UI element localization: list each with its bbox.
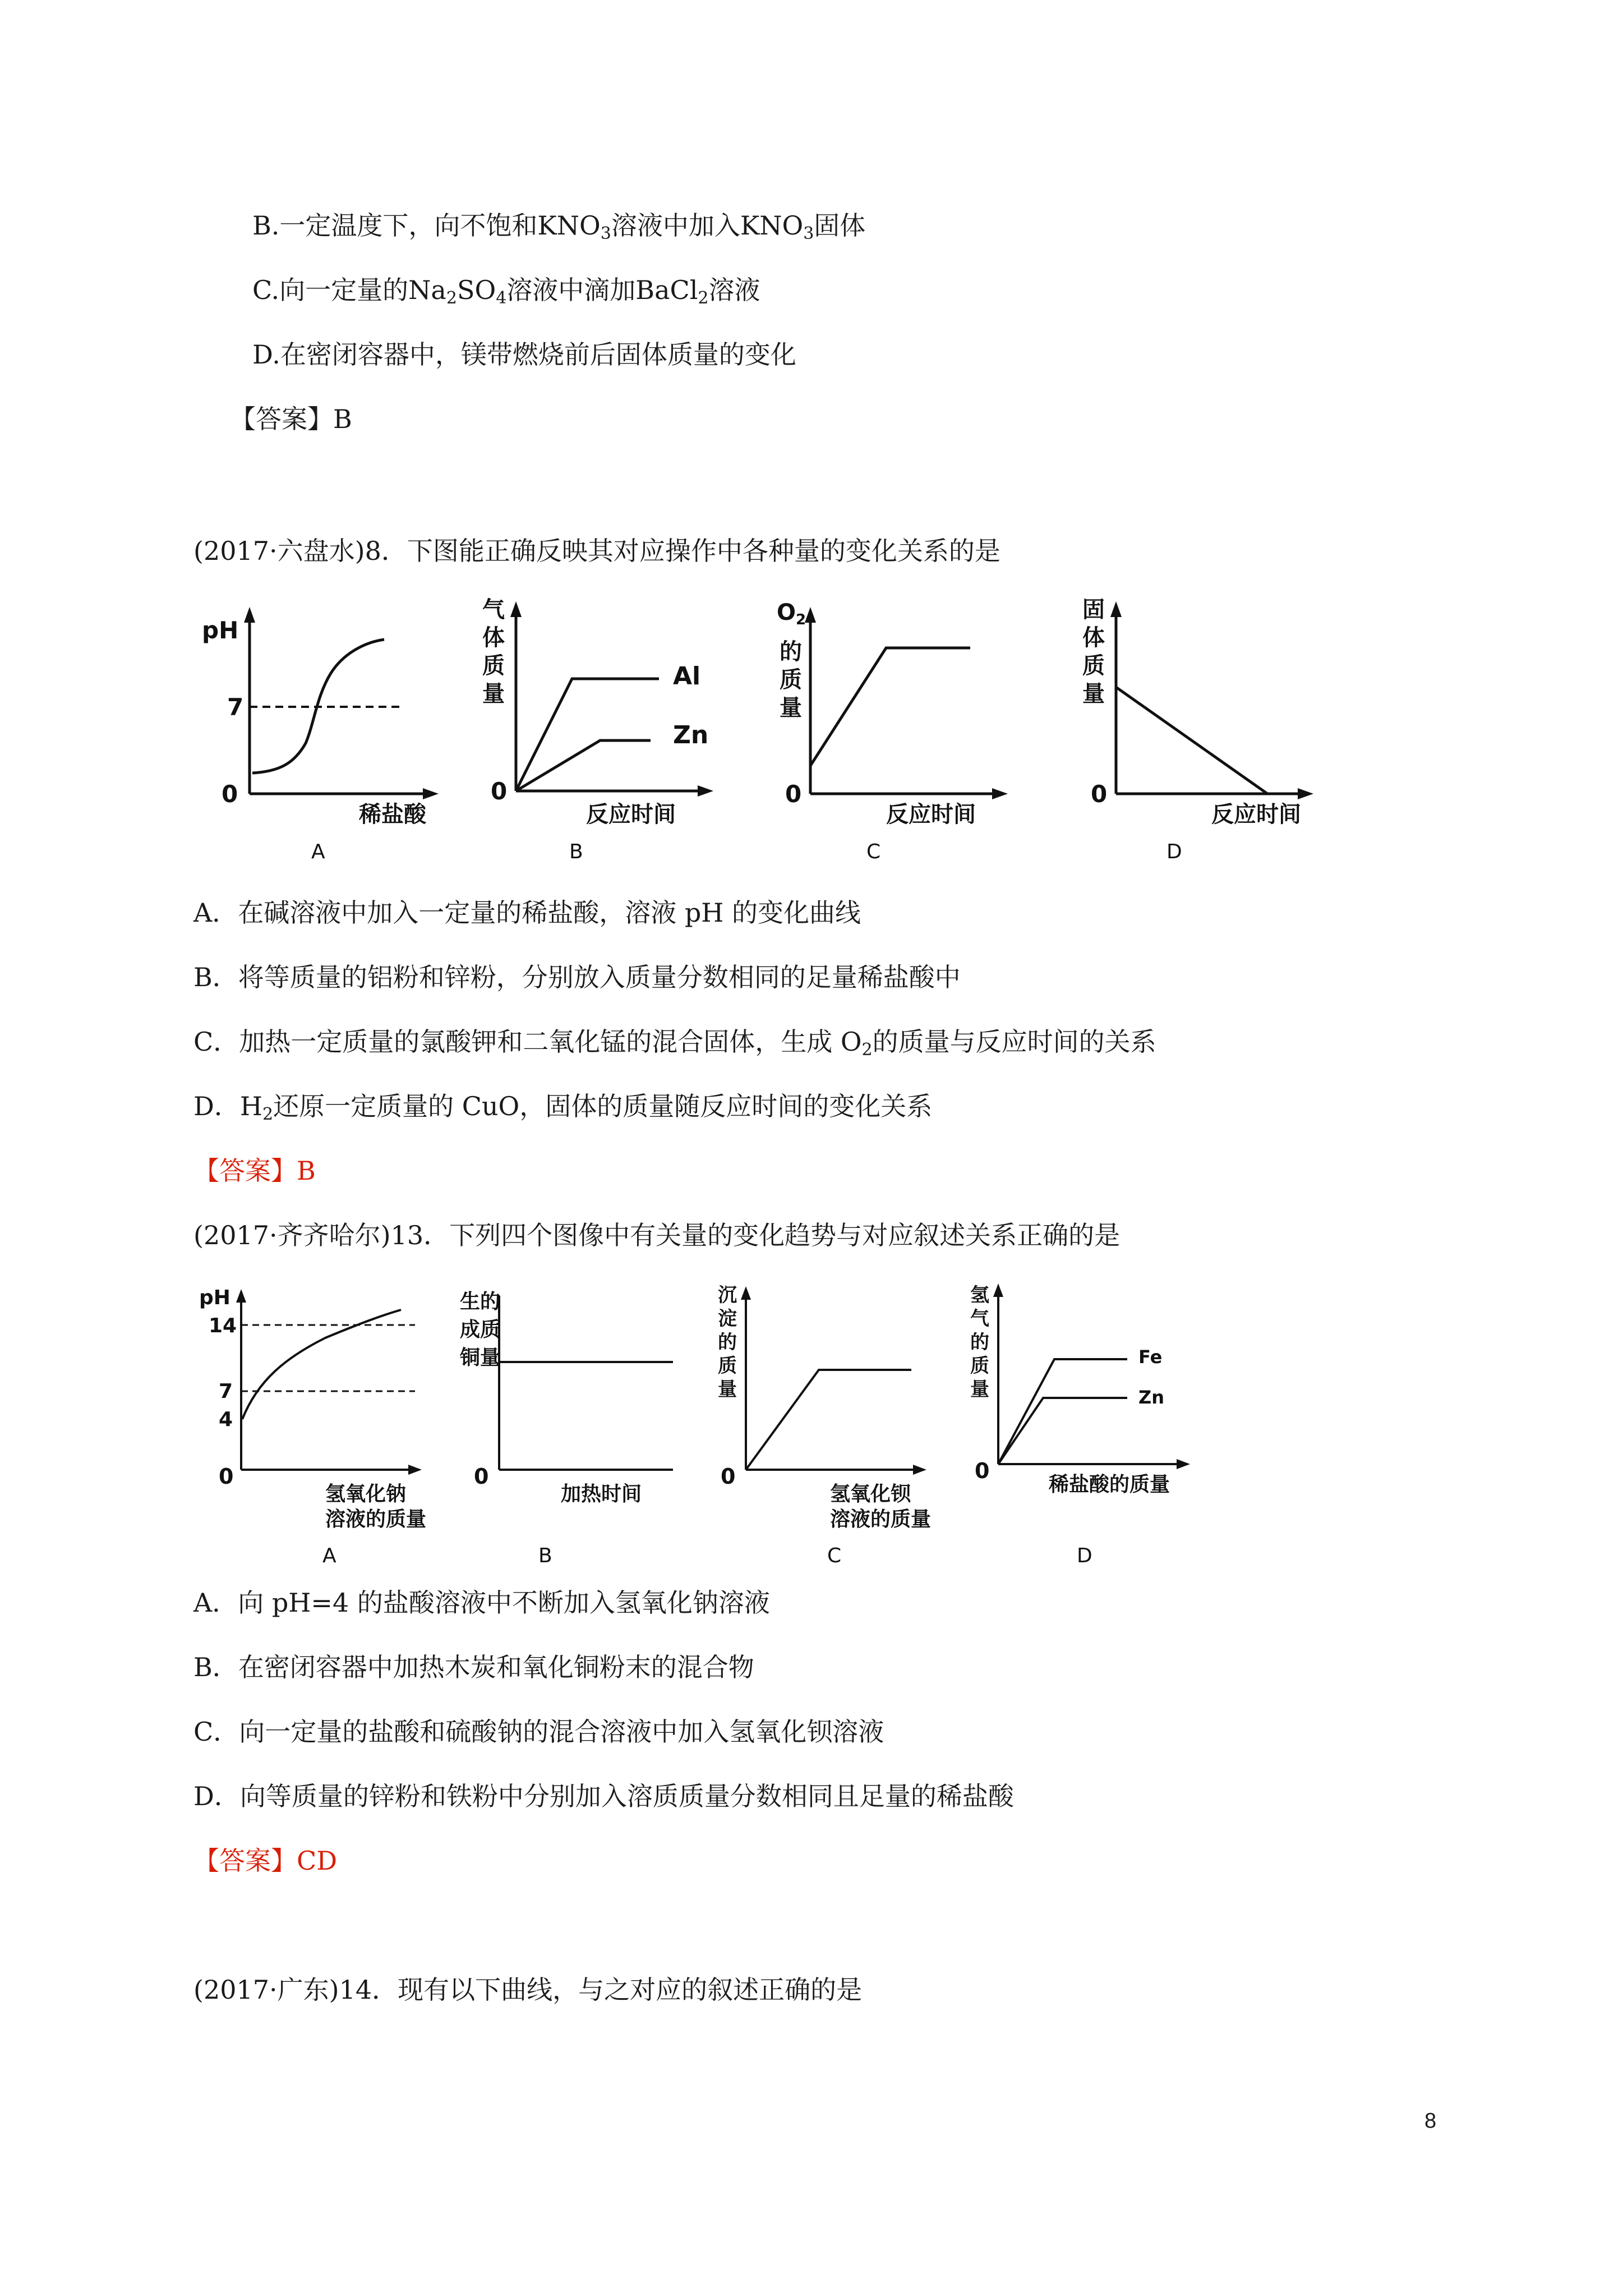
svg-text:0: 0: [474, 1464, 489, 1489]
option-c-text: C.向一定量的$Na_2SO_4$溶液中滴加BaCl$_2$溶液: [252, 275, 760, 308]
svg-text:气: 气: [482, 597, 505, 623]
svg-text:4: 4: [219, 1408, 233, 1431]
svg-text:D: D: [1077, 1544, 1092, 1567]
q8-title: (2017·六盘水)8．下图能正确反映其对应操作中各种量的变化关系的是: [193, 536, 1000, 566]
q8-a-ylabel: pH: [202, 616, 239, 644]
q8-a-y7: 7: [227, 693, 244, 721]
svg-text:O2: $O_2$: [777, 600, 806, 628]
svg-text:的: 的: [718, 1331, 737, 1354]
svg-text:生的: 生的: [460, 1290, 501, 1313]
q8-option-a: A．在碱溶液中加入一定量的稀盐酸，溶液 pH 的变化曲线: [193, 898, 861, 928]
q8-option-c: C．加热一定质量的氯酸钾和二氧化锰的混合固体，生成 $O_2$的质量与反应时间的关系: [193, 1027, 1156, 1060]
svg-text:量: 量: [970, 1378, 989, 1401]
q13-figure: [196, 1279, 1391, 1571]
svg-text:质: 质: [970, 1355, 989, 1377]
svg-text:0: 0: [491, 777, 508, 805]
svg-text:反应时间: 反应时间: [586, 802, 676, 827]
q13-option-a: A．向 pH=4 的盐酸溶液中不断加入氢氧化钠溶液: [193, 1588, 770, 1618]
q8-a-origin: 0: [222, 780, 238, 808]
q13-option-b: B．在密闭容器中加热木炭和氧化铜粉末的混合物: [193, 1652, 754, 1682]
svg-text:稀盐酸的质量: 稀盐酸的质量: [1049, 1473, 1170, 1496]
svg-text:氢氧化钡: 氢氧化钡: [830, 1483, 911, 1506]
svg-text:量: 量: [780, 695, 802, 721]
q8-figure: [196, 595, 1391, 875]
q13-d-series-zn: Zn: [1138, 1387, 1164, 1408]
svg-text:质: 质: [1082, 653, 1105, 679]
q8-a-xlabel: 稀盐酸: [359, 802, 426, 827]
svg-text:反应时间: 反应时间: [886, 802, 976, 827]
q8-graph-d: [1082, 597, 1313, 863]
svg-text:溶液的质量: 溶液的质量: [325, 1508, 427, 1531]
q13-d-series-fe: Fe: [1138, 1346, 1163, 1368]
q8-option-b: B．将等质量的铝粉和锌粉，分别放入质量分数相同的足量稀盐酸中: [193, 962, 961, 992]
q8-b-series-al: Al: [673, 662, 701, 691]
svg-text:B: B: [569, 840, 583, 863]
svg-text:量: 量: [482, 681, 505, 707]
page-number: 8: [1424, 2109, 1437, 2133]
svg-text:D: D: [1166, 840, 1182, 863]
q8-option-d: D．$H_2$还原一定质量的 CuO，固体的质量随反应时间的变化关系: [193, 1091, 933, 1124]
svg-text:质: 质: [482, 653, 505, 679]
svg-text:加热时间: 加热时间: [561, 1483, 642, 1506]
q13-graph-b: [459, 1290, 673, 1567]
svg-text:的: 的: [970, 1331, 989, 1354]
svg-text:量: 量: [718, 1378, 737, 1401]
q13-graph-d: [970, 1283, 1190, 1567]
svg-text:溶液的质量: 溶液的质量: [830, 1508, 932, 1531]
q8-answer: 【答案】B: [193, 1156, 316, 1186]
svg-text:质: 质: [780, 667, 802, 693]
q13-title: (2017·齐齐哈尔)13．下列四个图像中有关量的变化趋势与对应叙述关系正确的是: [193, 1220, 1121, 1250]
svg-text:反应时间: 反应时间: [1211, 802, 1301, 827]
svg-text:pH: pH: [199, 1286, 230, 1309]
svg-text:体: 体: [482, 625, 505, 651]
q13-answer: 【答案】CD: [193, 1846, 338, 1876]
q8-b-series-zn: Zn: [673, 721, 709, 749]
q8-a-letter: A: [311, 840, 325, 863]
svg-text:氢氧化钠: 氢氧化钠: [325, 1483, 407, 1506]
svg-text:固: 固: [1082, 597, 1105, 623]
q14-title: (2017·广东)14．现有以下曲线，与之对应的叙述正确的是: [193, 1975, 863, 2005]
svg-text:B: B: [538, 1544, 552, 1567]
svg-text:沉: 沉: [718, 1284, 737, 1306]
svg-text:的: 的: [780, 639, 802, 665]
svg-text:A: A: [322, 1544, 336, 1567]
svg-text:C: C: [827, 1544, 842, 1567]
svg-text:0: 0: [1091, 780, 1108, 808]
svg-text:C: C: [866, 840, 881, 863]
svg-text:淀: 淀: [718, 1308, 737, 1330]
q13-option-c: C．向一定量的盐酸和硫酸钠的混合溶液中加入氢氧化钡溶液: [193, 1717, 884, 1747]
svg-text:14: 14: [209, 1314, 237, 1337]
svg-text:0: 0: [219, 1464, 234, 1489]
q13-graph-a: [199, 1286, 426, 1567]
svg-text:0: 0: [721, 1464, 736, 1489]
option-d-text: D.在密闭容器中，镁带燃烧前后固体质量的变化: [252, 339, 796, 370]
svg-text:气: 气: [970, 1308, 989, 1330]
svg-text:0: 0: [975, 1458, 990, 1483]
q13-option-d: D．向等质量的锌粉和铁粉中分别加入溶质质量分数相同且足量的稀盐酸: [193, 1781, 1014, 1811]
svg-text:质: 质: [718, 1355, 737, 1377]
svg-text:0: 0: [785, 780, 802, 808]
svg-text:7: 7: [219, 1380, 233, 1403]
option-b-text: B.一定温度下，向不饱和$KNO_3$溶液中加入$KNO_3$固体: [252, 210, 866, 243]
svg-text:体: 体: [1082, 625, 1105, 651]
svg-text:成质: 成质: [460, 1318, 501, 1341]
svg-text:铜量: 铜量: [460, 1346, 501, 1369]
svg-text:氢: 氢: [970, 1284, 989, 1306]
q13-graph-c: [718, 1284, 931, 1567]
svg-text:量: 量: [1082, 681, 1105, 707]
q8-graph-c: [777, 600, 1008, 863]
answer-block1: 【答案】B: [230, 404, 352, 434]
q8-graph-a: [202, 607, 439, 863]
q8-graph-b: [482, 597, 713, 863]
